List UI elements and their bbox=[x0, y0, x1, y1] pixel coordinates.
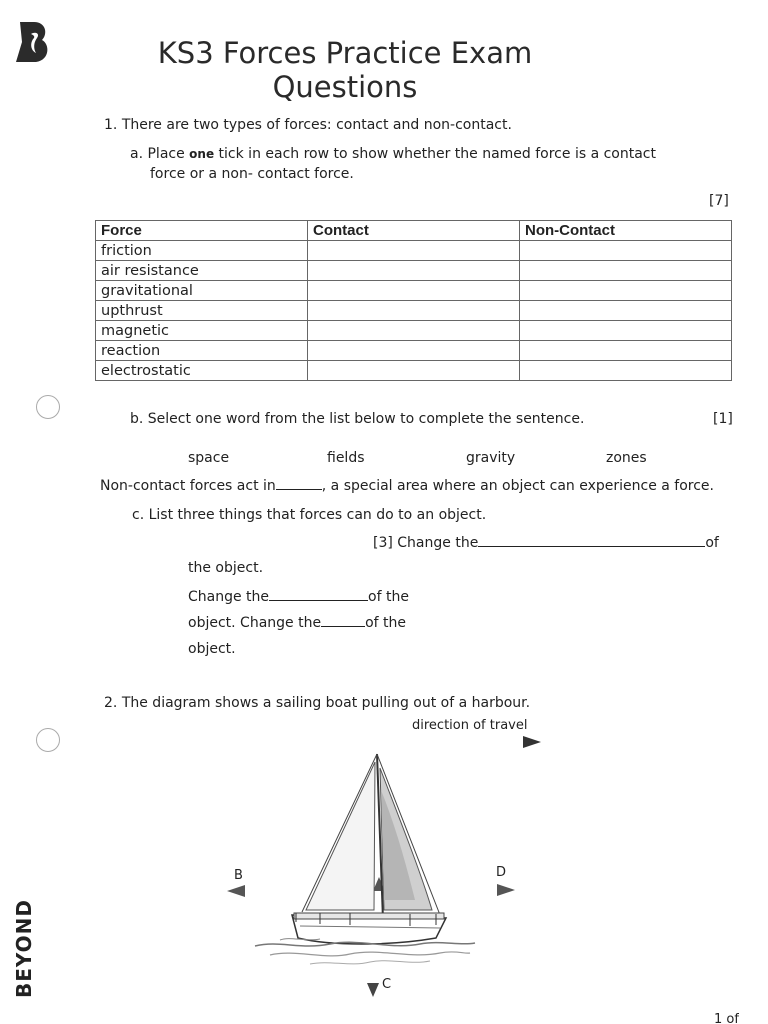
table-row bbox=[96, 281, 732, 301]
non-contact-cell[interactable] bbox=[520, 321, 732, 341]
answer-3-pre: Change the bbox=[188, 589, 270, 605]
page-number: 1 of bbox=[714, 1012, 739, 1024]
question-text: The diagram shows a sailing boat pulling out of a harbour. bbox=[121, 695, 531, 711]
label-d: D bbox=[496, 865, 507, 880]
sentence-post: , a special area where an object can experience a force. bbox=[321, 478, 714, 494]
word-option: gravity bbox=[466, 450, 516, 466]
answer-line-2: the object. bbox=[188, 560, 264, 576]
arrow-right-icon bbox=[496, 883, 516, 897]
word-option: zones bbox=[606, 450, 647, 466]
contact-cell[interactable] bbox=[308, 261, 520, 281]
answer-blank[interactable] bbox=[478, 534, 705, 547]
contact-cell[interactable] bbox=[308, 361, 520, 381]
non-contact-cell[interactable] bbox=[520, 361, 732, 381]
force-cell: air resistance bbox=[96, 261, 308, 281]
non-contact-cell[interactable] bbox=[520, 261, 732, 281]
part-label: b. bbox=[130, 411, 144, 427]
answer-1-pre: [3] Change the bbox=[373, 535, 479, 551]
marks-1a: [7] bbox=[709, 193, 729, 209]
force-cell: gravitational bbox=[96, 281, 308, 301]
fill-sentence bbox=[100, 477, 714, 494]
word-option: space bbox=[188, 450, 230, 466]
brand-logo-icon bbox=[14, 20, 54, 64]
question-text: There are two types of forces: contact and non-contact. bbox=[121, 117, 512, 133]
header-non-contact: Non-Contact bbox=[520, 221, 732, 241]
contact-cell[interactable] bbox=[308, 341, 520, 361]
label-b: B bbox=[234, 868, 243, 883]
question-1c bbox=[132, 507, 486, 523]
force-cell: friction bbox=[96, 241, 308, 261]
title-line-1: KS3 Forces Practice Exam bbox=[157, 36, 533, 70]
force-cell: upthrust bbox=[96, 301, 308, 321]
answer-blank[interactable] bbox=[276, 477, 322, 490]
table-row bbox=[96, 321, 732, 341]
marks-1b: [1] bbox=[713, 411, 733, 427]
answer-line-1 bbox=[373, 534, 719, 551]
answer-4-pre: object. Change the bbox=[188, 615, 322, 631]
contact-cell[interactable] bbox=[308, 281, 520, 301]
header-force: Force bbox=[96, 221, 308, 241]
answer-3-post: of the bbox=[368, 589, 409, 605]
sentence-pre: Non-contact forces act in bbox=[100, 478, 276, 494]
forces-table bbox=[95, 220, 732, 381]
table-row bbox=[96, 261, 732, 281]
direction-label: direction of travel bbox=[412, 718, 528, 733]
table-row bbox=[96, 301, 732, 321]
question-1a bbox=[130, 146, 656, 162]
non-contact-cell[interactable] bbox=[520, 341, 732, 361]
word-option: fields bbox=[327, 450, 365, 466]
force-cell: electrostatic bbox=[96, 361, 308, 381]
part-label: c. bbox=[132, 507, 145, 523]
question-2 bbox=[104, 695, 530, 711]
table-row bbox=[96, 361, 732, 381]
question-1a-line2: force or a non- contact force. bbox=[150, 166, 354, 182]
sailboat-illustration bbox=[250, 750, 480, 975]
part-text-bold: one bbox=[189, 147, 215, 161]
punch-hole bbox=[36, 395, 60, 419]
page-title bbox=[100, 36, 590, 104]
part-text-post: tick in each row to show whether the named force is a contact bbox=[214, 146, 656, 162]
arrow-right-icon bbox=[522, 735, 542, 749]
force-cell: reaction bbox=[96, 341, 308, 361]
title-line-2: Questions bbox=[272, 70, 418, 104]
part-text: List three things that forces can do to an object. bbox=[148, 507, 487, 523]
part-text-pre: Place bbox=[147, 146, 190, 162]
label-c: C bbox=[382, 977, 392, 992]
non-contact-cell[interactable] bbox=[520, 301, 732, 321]
table-header-row bbox=[96, 221, 732, 241]
contact-cell[interactable] bbox=[308, 301, 520, 321]
question-number: 1. bbox=[104, 117, 118, 133]
answer-line-5: object. bbox=[188, 641, 236, 657]
answer-line-4 bbox=[188, 614, 406, 631]
table-row bbox=[96, 241, 732, 261]
answer-1-post: of bbox=[705, 535, 719, 551]
non-contact-cell[interactable] bbox=[520, 241, 732, 261]
question-1b bbox=[130, 411, 584, 427]
contact-cell[interactable] bbox=[308, 321, 520, 341]
brand-side-text: BEYOND bbox=[12, 898, 36, 998]
part-label: a. bbox=[130, 146, 144, 162]
answer-blank[interactable] bbox=[269, 588, 368, 601]
answer-blank[interactable] bbox=[321, 614, 365, 627]
question-number: 2. bbox=[104, 695, 118, 711]
answer-4-post: of the bbox=[365, 615, 406, 631]
force-cell: magnetic bbox=[96, 321, 308, 341]
answer-line-3 bbox=[188, 588, 409, 605]
arrow-left-icon bbox=[226, 884, 246, 898]
header-contact: Contact bbox=[308, 221, 520, 241]
punch-hole bbox=[36, 728, 60, 752]
part-text: Select one word from the list below to complete the sentence. bbox=[147, 411, 585, 427]
arrow-down-icon bbox=[366, 982, 380, 998]
contact-cell[interactable] bbox=[308, 241, 520, 261]
non-contact-cell[interactable] bbox=[520, 281, 732, 301]
question-1 bbox=[104, 117, 512, 133]
table-row bbox=[96, 341, 732, 361]
